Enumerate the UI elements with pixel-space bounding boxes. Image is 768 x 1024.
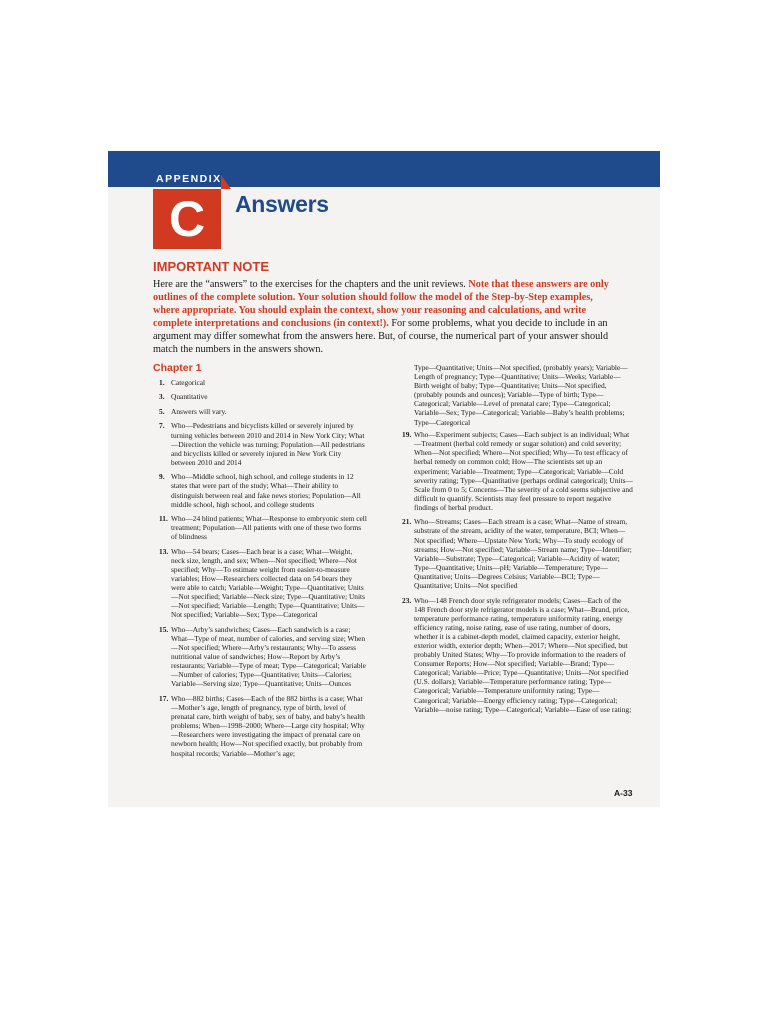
answer-item <box>159 407 367 416</box>
answer-text: Who—Streams; Cases—Each stream is a case; What—Name of stream, substrate of the stream, acidity of the water, temperature, BCI; When—Not specified; Where—Upstate New York; Why—To study ecology of streams; How—Not specified; Variable—Stream name; Type—Identifier; Variable—Substrate; Type—Categorical; Variable—Acidity of water; Type—Quantitative; Units—pH; Variable—Temperature; Type—Quantitative; Units—Degrees Celsius; Variable—BCI; Type—Quantitative; Units—Not specified <box>414 517 632 591</box>
answer-item <box>159 421 367 466</box>
answer-item <box>159 547 367 620</box>
answer-item <box>159 694 367 758</box>
answer-number: 11. <box>159 514 168 524</box>
answer-number: 9. <box>159 472 165 482</box>
answer-number: 13. <box>159 546 169 556</box>
answer-text: Who—882 births; Cases—Each of the 882 births is a case; What—Mother’s age, length of pregnancy, type of birth, level of prenatal care, birth weight of baby, sex of baby, and baby’s health problems; When—1998–2000; Where—Large city hospital; Why—Researchers were investigating the impact of prenatal care on newborn health; How—Not specified exactly, but probably from hospital records; Variable—Mother’s age; <box>171 693 366 758</box>
answer-item <box>402 596 634 714</box>
answer-number: 23. <box>402 595 412 605</box>
answer-number: 5. <box>159 406 165 416</box>
intro-paragraph <box>153 278 621 356</box>
page-title: Answers <box>235 191 329 217</box>
answer-text: Who—24 blind patients; What—Response to embryonic stem cell treatment; Population—All patients with one of these two forms of blindness <box>171 514 367 542</box>
answer-item <box>402 517 634 590</box>
answer-item <box>159 378 367 387</box>
answer-text: Who—Pedestrians and bicyclists killed or severely injured by turning vehicles between 2010 and 2014 in New York City; What—Direction the vehicle was turning; Population—All pedestrians and bicyclists killed or severely injured in New York City between 2010 and 2014 <box>171 421 365 467</box>
answers-left-column <box>159 378 367 763</box>
chapter-heading: Chapter 1 <box>153 362 202 374</box>
answer-number: 1. <box>159 378 165 387</box>
appendix-label: APPENDIX <box>156 173 222 185</box>
answer-number: 17. <box>159 693 169 703</box>
answer-number: 7. <box>159 421 165 431</box>
intro-text-2: For some problems, what you decide to include in an argument may differ somewhat from the answers here. But, of course, the numerical part of your answer should match the numbers in the answers shown. <box>153 318 609 355</box>
appendix-tab-corner <box>221 175 231 189</box>
answer-continuation: Type—Quantitative; Units—Not specified, (probably years); Variable—Length of pregnancy; Type—Quantitative; Units—Weeks; Variable—Birth weight of baby; Type—Quantitative; Units—Not specified, (probably pounds and ounces); Variable—Type of birth; Type—Categorical; Variable—Level of prenatal care; Type—Categorical; Variable—Sex; Type—Categorical; Variable—Baby’s health problems; Type—Categorical <box>414 363 628 427</box>
answer-number: 21. <box>402 517 412 527</box>
book-page <box>108 151 660 807</box>
answer-text: Who—54 bears; Cases—Each bear is a case; What—Weight, neck size, length, and sex; When—Not specified; Where—Not specified; Why—To estimate weight from easier-to-measure variables; How—Researchers collected data on 54 bears they were able to catch; Variable—Weight; Type—Quantitative; Units—Not specified; Variable—Neck size; Type—Quantitative; Units—Not specified; Variable—Length; Type—Quantitative; Units—Not specified; Variable—Sex; Type—Categorical <box>171 546 365 620</box>
answer-number: 3. <box>159 392 165 402</box>
appendix-letter: C <box>153 189 221 249</box>
answer-text: Who—Arby’s sandwiches; Cases—Each sandwich is a case; What—Type of meat, number of calories, and serving size; When—Not specified; Where—Arby’s restaurants; Why—To assess nutritional value of sandwiches; How—Report by Arby’s restaurants; Variable—Type of meat; Type—Categorical; Variable—Number of calories; Type—Quantitative; Units—Calories; Variable—Serving size; Type—Quantitative; Units—Ounces <box>171 624 366 689</box>
answer-item <box>159 472 367 508</box>
answer-item <box>159 392 367 401</box>
answer-text: Who—Middle school, high school, and college students in 12 states that were part of the study; What—Their ability to distinguish between real and fake news stories; Population—All middle school, high school, and college students <box>171 472 361 509</box>
page-number: A-33 <box>614 788 633 798</box>
answer-text: Who—Experiment subjects; Cases—Each subject is an individual; What—Treatment (herbal cold remedy or sugar solution) and cold severity; When—Not specified; Where—Not specified; Why—To test efficacy of herbal remedy on common cold; How—The scientists set up an experiment; Variable—Treatment; Type—Categorical; Variable—Cold severity rating; Type—Quantitative (perhaps ordinal categorical); Units—Scale from 0 to 5; Concerns—The severity of a cold seems subjective and difficult to quantify. Scientists may feel pressure to report negative findings of herbal product. <box>414 430 633 512</box>
answer-item <box>159 514 367 541</box>
intro-text-1: Here are the “answers” to the exercises for the chapters and the unit reviews. <box>153 279 469 290</box>
answer-text: Quantitative <box>171 392 208 402</box>
answers-right-column <box>402 363 634 719</box>
answer-item <box>402 430 634 512</box>
important-note-heading: IMPORTANT NOTE <box>153 259 270 274</box>
answer-text: Who—148 French door style refrigerator models; Cases—Each of the 148 French door style refrigerator models is a case; What—Brand, price, temperature performance rating, temperature uniformity rating, energy efficiency rating, noise rating, ease of use rating, number of doors, whether it is a cabinet-depth model, claimed capacity, exterior height, exterior width, exterior depth; When—2017; Where—Not specified, but probably United States; Why—To provide information to the readers of Consumer Reports; How—Not specified; Variable—Brand; Type—Categorical; Variable—Price; Type—Quantitative; Units—Not specified (U.S. dollars); Variable—Temperature performance rating; Type—Categorical; Variable—Temperature uniformity rating; Type—Categorical; Variable—Energy efficiency rating; Type—Categorical; Variable—noise rating; Type—Categorical; Variable—Ease of use rating; <box>414 595 632 714</box>
answer-number: 15. <box>159 624 169 634</box>
answer-number: 19. <box>402 430 412 440</box>
answer-item <box>159 625 367 689</box>
answer-text: Categorical <box>171 378 206 387</box>
answer-text: Answers will vary. <box>171 406 227 416</box>
intro-highlight: Note that these answers are only outlines of the complete solution. Your solution should follow the model of the Step-by-Step examples, where appropriate. You should explain the context, show your reasoning and calculations, and write complete interpretations and conclusions (in context!). <box>153 279 609 329</box>
